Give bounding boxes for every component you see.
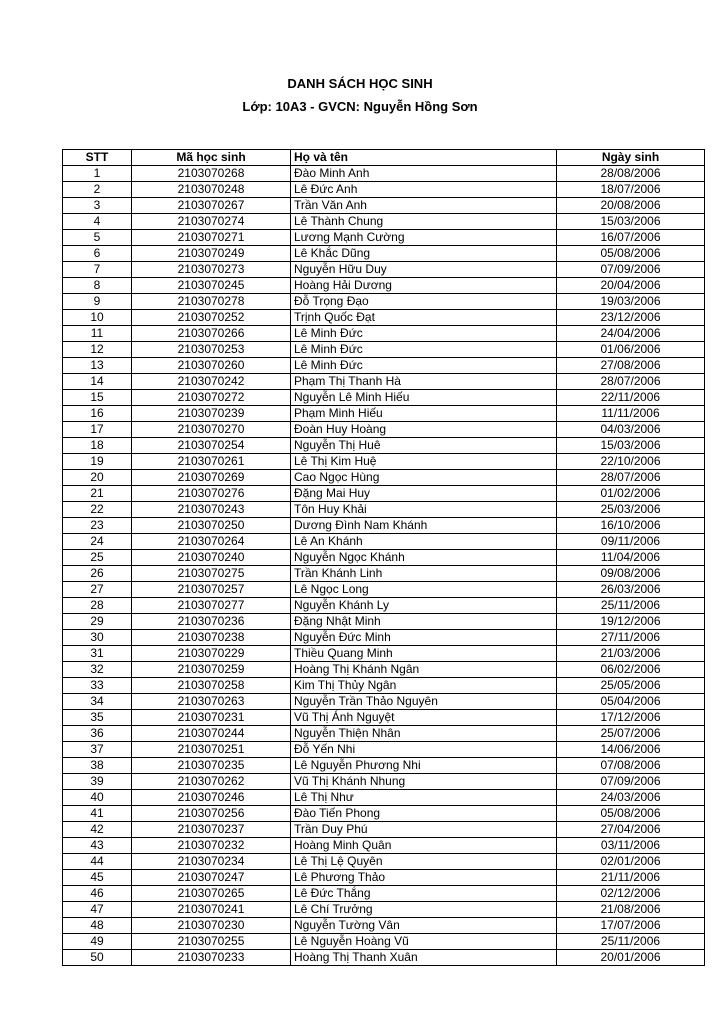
cell-student-code: 2103070270	[132, 422, 291, 438]
cell-stt: 26	[63, 566, 132, 582]
cell-student-code: 2103070232	[132, 838, 291, 854]
cell-student-code: 2103070234	[132, 854, 291, 870]
cell-date-of-birth: 05/08/2006	[557, 246, 705, 262]
cell-student-code: 2103070256	[132, 806, 291, 822]
header-stt: STT	[63, 150, 132, 166]
cell-stt: 20	[63, 470, 132, 486]
cell-date-of-birth: 24/04/2006	[557, 326, 705, 342]
cell-stt: 34	[63, 694, 132, 710]
cell-stt: 7	[63, 262, 132, 278]
cell-stt: 16	[63, 406, 132, 422]
cell-full-name: Cao Ngọc Hùng	[291, 470, 557, 486]
cell-stt: 4	[63, 214, 132, 230]
cell-student-code: 2103070271	[132, 230, 291, 246]
cell-date-of-birth: 01/02/2006	[557, 486, 705, 502]
cell-full-name: Lê Phương Thảo	[291, 870, 557, 886]
cell-stt: 24	[63, 534, 132, 550]
cell-student-code: 2103070275	[132, 566, 291, 582]
cell-date-of-birth: 07/08/2006	[557, 758, 705, 774]
cell-full-name: Vũ Thị Khánh Nhung	[291, 774, 557, 790]
cell-stt: 19	[63, 454, 132, 470]
cell-full-name: Hoàng Minh Quân	[291, 838, 557, 854]
cell-student-code: 2103070236	[132, 614, 291, 630]
cell-full-name: Trần Duy Phú	[291, 822, 557, 838]
cell-student-code: 2103070268	[132, 166, 291, 182]
cell-student-code: 2103070265	[132, 886, 291, 902]
cell-full-name: Nguyễn Thị Huê	[291, 438, 557, 454]
cell-full-name: Đỗ Trọng Đạo	[291, 294, 557, 310]
cell-stt: 6	[63, 246, 132, 262]
cell-student-code: 2103070242	[132, 374, 291, 390]
cell-student-code: 2103070250	[132, 518, 291, 534]
cell-student-code: 2103070239	[132, 406, 291, 422]
table-row	[63, 422, 705, 438]
table-row	[63, 710, 705, 726]
cell-full-name: Lê Minh Đức	[291, 342, 557, 358]
cell-date-of-birth: 20/04/2006	[557, 278, 705, 294]
cell-full-name: Phạm Minh Hiếu	[291, 406, 557, 422]
cell-stt: 46	[63, 886, 132, 902]
table-row	[63, 262, 705, 278]
table-row	[63, 774, 705, 790]
cell-student-code: 2103070273	[132, 262, 291, 278]
cell-date-of-birth: 14/06/2006	[557, 742, 705, 758]
cell-full-name: Đoàn Huy Hoàng	[291, 422, 557, 438]
table-row	[63, 342, 705, 358]
cell-full-name: Đào Tiến Phong	[291, 806, 557, 822]
cell-student-code: 2103070274	[132, 214, 291, 230]
cell-stt: 17	[63, 422, 132, 438]
cell-student-code: 2103070261	[132, 454, 291, 470]
table-row	[63, 726, 705, 742]
cell-full-name: Lê An Khánh	[291, 534, 557, 550]
cell-stt: 2	[63, 182, 132, 198]
cell-student-code: 2103070278	[132, 294, 291, 310]
cell-full-name: Lê Thị Lệ Quyên	[291, 854, 557, 870]
cell-student-code: 2103070255	[132, 934, 291, 950]
cell-stt: 36	[63, 726, 132, 742]
cell-date-of-birth: 20/01/2006	[557, 950, 705, 966]
cell-stt: 48	[63, 918, 132, 934]
table-row	[63, 806, 705, 822]
table-row	[63, 854, 705, 870]
cell-full-name: Lê Nguyễn Phương Nhi	[291, 758, 557, 774]
cell-full-name: Lê Đức Anh	[291, 182, 557, 198]
cell-student-code: 2103070257	[132, 582, 291, 598]
table-row	[63, 630, 705, 646]
cell-stt: 21	[63, 486, 132, 502]
cell-full-name: Nguyễn Hữu Duy	[291, 262, 557, 278]
cell-date-of-birth: 09/08/2006	[557, 566, 705, 582]
table-row	[63, 406, 705, 422]
cell-stt: 18	[63, 438, 132, 454]
cell-full-name: Nguyễn Trần Thảo Nguyên	[291, 694, 557, 710]
cell-date-of-birth: 21/08/2006	[557, 902, 705, 918]
table-row	[63, 182, 705, 198]
cell-full-name: Nguyễn Khánh Ly	[291, 598, 557, 614]
cell-date-of-birth: 19/12/2006	[557, 614, 705, 630]
cell-stt: 11	[63, 326, 132, 342]
cell-full-name: Nguyễn Lê Minh Hiếu	[291, 390, 557, 406]
header-row	[63, 150, 705, 166]
cell-date-of-birth: 24/03/2006	[557, 790, 705, 806]
cell-full-name: Lê Ngọc Long	[291, 582, 557, 598]
cell-student-code: 2103070229	[132, 646, 291, 662]
cell-stt: 5	[63, 230, 132, 246]
cell-student-code: 2103070240	[132, 550, 291, 566]
cell-student-code: 2103070269	[132, 470, 291, 486]
cell-date-of-birth: 28/08/2006	[557, 166, 705, 182]
cell-stt: 28	[63, 598, 132, 614]
table-row	[63, 902, 705, 918]
cell-date-of-birth: 26/03/2006	[557, 582, 705, 598]
cell-student-code: 2103070248	[132, 182, 291, 198]
header-full-name: Họ và tên	[291, 150, 557, 166]
cell-student-code: 2103070263	[132, 694, 291, 710]
table-body	[63, 166, 705, 966]
cell-stt: 33	[63, 678, 132, 694]
cell-date-of-birth: 25/11/2006	[557, 598, 705, 614]
cell-student-code: 2103070233	[132, 950, 291, 966]
cell-full-name: Đặng Mai Huy	[291, 486, 557, 502]
cell-stt: 45	[63, 870, 132, 886]
cell-full-name: Trần Văn Anh	[291, 198, 557, 214]
cell-stt: 49	[63, 934, 132, 950]
cell-full-name: Dương Đình Nam Khánh	[291, 518, 557, 534]
cell-student-code: 2103070246	[132, 790, 291, 806]
cell-full-name: Trịnh Quốc Đạt	[291, 310, 557, 326]
cell-stt: 37	[63, 742, 132, 758]
cell-full-name: Lê Thành Chung	[291, 214, 557, 230]
cell-stt: 30	[63, 630, 132, 646]
cell-student-code: 2103070253	[132, 342, 291, 358]
cell-student-code: 2103070267	[132, 198, 291, 214]
cell-student-code: 2103070251	[132, 742, 291, 758]
cell-date-of-birth: 05/04/2006	[557, 694, 705, 710]
table-row	[63, 582, 705, 598]
cell-student-code: 2103070249	[132, 246, 291, 262]
cell-full-name: Vũ Thị Ánh Nguyệt	[291, 710, 557, 726]
table-row	[63, 486, 705, 502]
cell-stt: 39	[63, 774, 132, 790]
cell-date-of-birth: 09/11/2006	[557, 534, 705, 550]
cell-student-code: 2103070243	[132, 502, 291, 518]
cell-stt: 38	[63, 758, 132, 774]
cell-date-of-birth: 15/03/2006	[557, 438, 705, 454]
cell-stt: 32	[63, 662, 132, 678]
table-row	[63, 230, 705, 246]
table-row	[63, 518, 705, 534]
cell-date-of-birth: 27/11/2006	[557, 630, 705, 646]
table-row	[63, 374, 705, 390]
cell-date-of-birth: 28/07/2006	[557, 374, 705, 390]
cell-stt: 44	[63, 854, 132, 870]
cell-student-code: 2103070231	[132, 710, 291, 726]
cell-full-name: Lê Thị Như	[291, 790, 557, 806]
cell-date-of-birth: 21/11/2006	[557, 870, 705, 886]
cell-date-of-birth: 11/04/2006	[557, 550, 705, 566]
cell-student-code: 2103070276	[132, 486, 291, 502]
cell-date-of-birth: 07/09/2006	[557, 774, 705, 790]
cell-stt: 9	[63, 294, 132, 310]
cell-stt: 25	[63, 550, 132, 566]
cell-student-code: 2103070259	[132, 662, 291, 678]
cell-stt: 13	[63, 358, 132, 374]
cell-full-name: Kim Thị Thủy Ngân	[291, 678, 557, 694]
cell-stt: 12	[63, 342, 132, 358]
cell-stt: 50	[63, 950, 132, 966]
cell-date-of-birth: 03/11/2006	[557, 838, 705, 854]
cell-date-of-birth: 25/11/2006	[557, 934, 705, 950]
cell-date-of-birth: 01/06/2006	[557, 342, 705, 358]
cell-full-name: Đào Minh Anh	[291, 166, 557, 182]
cell-full-name: Nguyễn Tường Vân	[291, 918, 557, 934]
table-row	[63, 870, 705, 886]
table-row	[63, 390, 705, 406]
table-row	[63, 502, 705, 518]
cell-stt: 42	[63, 822, 132, 838]
table-row	[63, 294, 705, 310]
cell-student-code: 2103070252	[132, 310, 291, 326]
cell-full-name: Lê Chí Trưởng	[291, 902, 557, 918]
cell-full-name: Tôn Huy Khải	[291, 502, 557, 518]
cell-student-code: 2103070258	[132, 678, 291, 694]
table-row	[63, 662, 705, 678]
cell-student-code: 2103070260	[132, 358, 291, 374]
table-row	[63, 918, 705, 934]
cell-stt: 1	[63, 166, 132, 182]
table-row	[63, 198, 705, 214]
cell-full-name: Hoàng Hải Dương	[291, 278, 557, 294]
cell-date-of-birth: 06/02/2006	[557, 662, 705, 678]
cell-student-code: 2103070264	[132, 534, 291, 550]
table-row	[63, 166, 705, 182]
cell-stt: 40	[63, 790, 132, 806]
cell-stt: 31	[63, 646, 132, 662]
table-row	[63, 358, 705, 374]
cell-full-name: Nguyễn Đức Minh	[291, 630, 557, 646]
cell-stt: 47	[63, 902, 132, 918]
cell-student-code: 2103070237	[132, 822, 291, 838]
cell-full-name: Lê Đức Thắng	[291, 886, 557, 902]
table-row	[63, 438, 705, 454]
cell-date-of-birth: 02/12/2006	[557, 886, 705, 902]
cell-date-of-birth: 19/03/2006	[557, 294, 705, 310]
cell-date-of-birth: 22/10/2006	[557, 454, 705, 470]
cell-student-code: 2103070245	[132, 278, 291, 294]
cell-student-code: 2103070241	[132, 902, 291, 918]
table-row	[63, 838, 705, 854]
table-row	[63, 214, 705, 230]
table-row	[63, 678, 705, 694]
cell-date-of-birth: 20/08/2006	[557, 198, 705, 214]
table-row	[63, 550, 705, 566]
student-table	[62, 149, 705, 966]
header-student-code: Mã học sinh	[132, 150, 291, 166]
cell-full-name: Lương Mạnh Cường	[291, 230, 557, 246]
cell-stt: 23	[63, 518, 132, 534]
cell-student-code: 2103070244	[132, 726, 291, 742]
table-row	[63, 598, 705, 614]
table-row	[63, 310, 705, 326]
cell-date-of-birth: 18/07/2006	[557, 182, 705, 198]
cell-student-code: 2103070272	[132, 390, 291, 406]
cell-student-code: 2103070254	[132, 438, 291, 454]
cell-full-name: Trần Khánh Linh	[291, 566, 557, 582]
cell-date-of-birth: 07/09/2006	[557, 262, 705, 278]
cell-stt: 3	[63, 198, 132, 214]
table-row	[63, 646, 705, 662]
table-row	[63, 694, 705, 710]
cell-student-code: 2103070262	[132, 774, 291, 790]
cell-stt: 8	[63, 278, 132, 294]
cell-date-of-birth: 04/03/2006	[557, 422, 705, 438]
cell-full-name: Lê Thị Kim Huệ	[291, 454, 557, 470]
table-row	[63, 326, 705, 342]
cell-date-of-birth: 11/11/2006	[557, 406, 705, 422]
document-title: DANH SÁCH HỌC SINH	[287, 76, 433, 91]
table-row	[63, 742, 705, 758]
table-row	[63, 614, 705, 630]
cell-date-of-birth: 28/07/2006	[557, 470, 705, 486]
cell-date-of-birth: 25/05/2006	[557, 678, 705, 694]
table-header	[63, 150, 705, 166]
cell-student-code: 2103070277	[132, 598, 291, 614]
cell-stt: 10	[63, 310, 132, 326]
table-row	[63, 246, 705, 262]
table-row	[63, 790, 705, 806]
cell-stt: 29	[63, 614, 132, 630]
cell-stt: 43	[63, 838, 132, 854]
table-row	[63, 278, 705, 294]
cell-stt: 35	[63, 710, 132, 726]
cell-full-name: Nguyễn Ngọc Khánh	[291, 550, 557, 566]
cell-full-name: Lê Minh Đức	[291, 326, 557, 342]
cell-date-of-birth: 22/11/2006	[557, 390, 705, 406]
cell-stt: 15	[63, 390, 132, 406]
cell-stt: 14	[63, 374, 132, 390]
cell-date-of-birth: 16/07/2006	[557, 230, 705, 246]
cell-date-of-birth: 27/08/2006	[557, 358, 705, 374]
cell-date-of-birth: 27/04/2006	[557, 822, 705, 838]
cell-full-name: Hoàng Thị Thanh Xuân	[291, 950, 557, 966]
cell-date-of-birth: 25/03/2006	[557, 502, 705, 518]
cell-stt: 22	[63, 502, 132, 518]
cell-date-of-birth: 17/07/2006	[557, 918, 705, 934]
cell-date-of-birth: 16/10/2006	[557, 518, 705, 534]
table-row	[63, 758, 705, 774]
cell-student-code: 2103070238	[132, 630, 291, 646]
cell-full-name: Lê Minh Đức	[291, 358, 557, 374]
cell-stt: 27	[63, 582, 132, 598]
cell-full-name: Thiều Quang Minh	[291, 646, 557, 662]
cell-stt: 41	[63, 806, 132, 822]
table-row	[63, 886, 705, 902]
cell-full-name: Nguyễn Thiện Nhân	[291, 726, 557, 742]
table-row	[63, 822, 705, 838]
cell-full-name: Đặng Nhật Minh	[291, 614, 557, 630]
cell-date-of-birth: 21/03/2006	[557, 646, 705, 662]
cell-date-of-birth: 05/08/2006	[557, 806, 705, 822]
cell-date-of-birth: 15/03/2006	[557, 214, 705, 230]
cell-date-of-birth: 25/07/2006	[557, 726, 705, 742]
cell-full-name: Phạm Thị Thanh Hà	[291, 374, 557, 390]
document-subtitle: Lớp: 10A3 - GVCN: Nguyễn Hồng Sơn	[242, 99, 478, 114]
table-row	[63, 454, 705, 470]
cell-student-code: 2103070247	[132, 870, 291, 886]
cell-full-name: Đỗ Yến Nhi	[291, 742, 557, 758]
cell-date-of-birth: 23/12/2006	[557, 310, 705, 326]
table-row	[63, 470, 705, 486]
cell-student-code: 2103070230	[132, 918, 291, 934]
table-row	[63, 934, 705, 950]
cell-full-name: Hoàng Thị Khánh Ngân	[291, 662, 557, 678]
cell-student-code: 2103070266	[132, 326, 291, 342]
cell-student-code: 2103070235	[132, 758, 291, 774]
cell-full-name: Lê Khắc Dũng	[291, 246, 557, 262]
cell-date-of-birth: 17/12/2006	[557, 710, 705, 726]
header-date-of-birth: Ngày sinh	[557, 150, 705, 166]
table-row	[63, 950, 705, 966]
table-row	[63, 534, 705, 550]
cell-date-of-birth: 02/01/2006	[557, 854, 705, 870]
table-row	[63, 566, 705, 582]
cell-full-name: Lê Nguyễn Hoàng Vũ	[291, 934, 557, 950]
